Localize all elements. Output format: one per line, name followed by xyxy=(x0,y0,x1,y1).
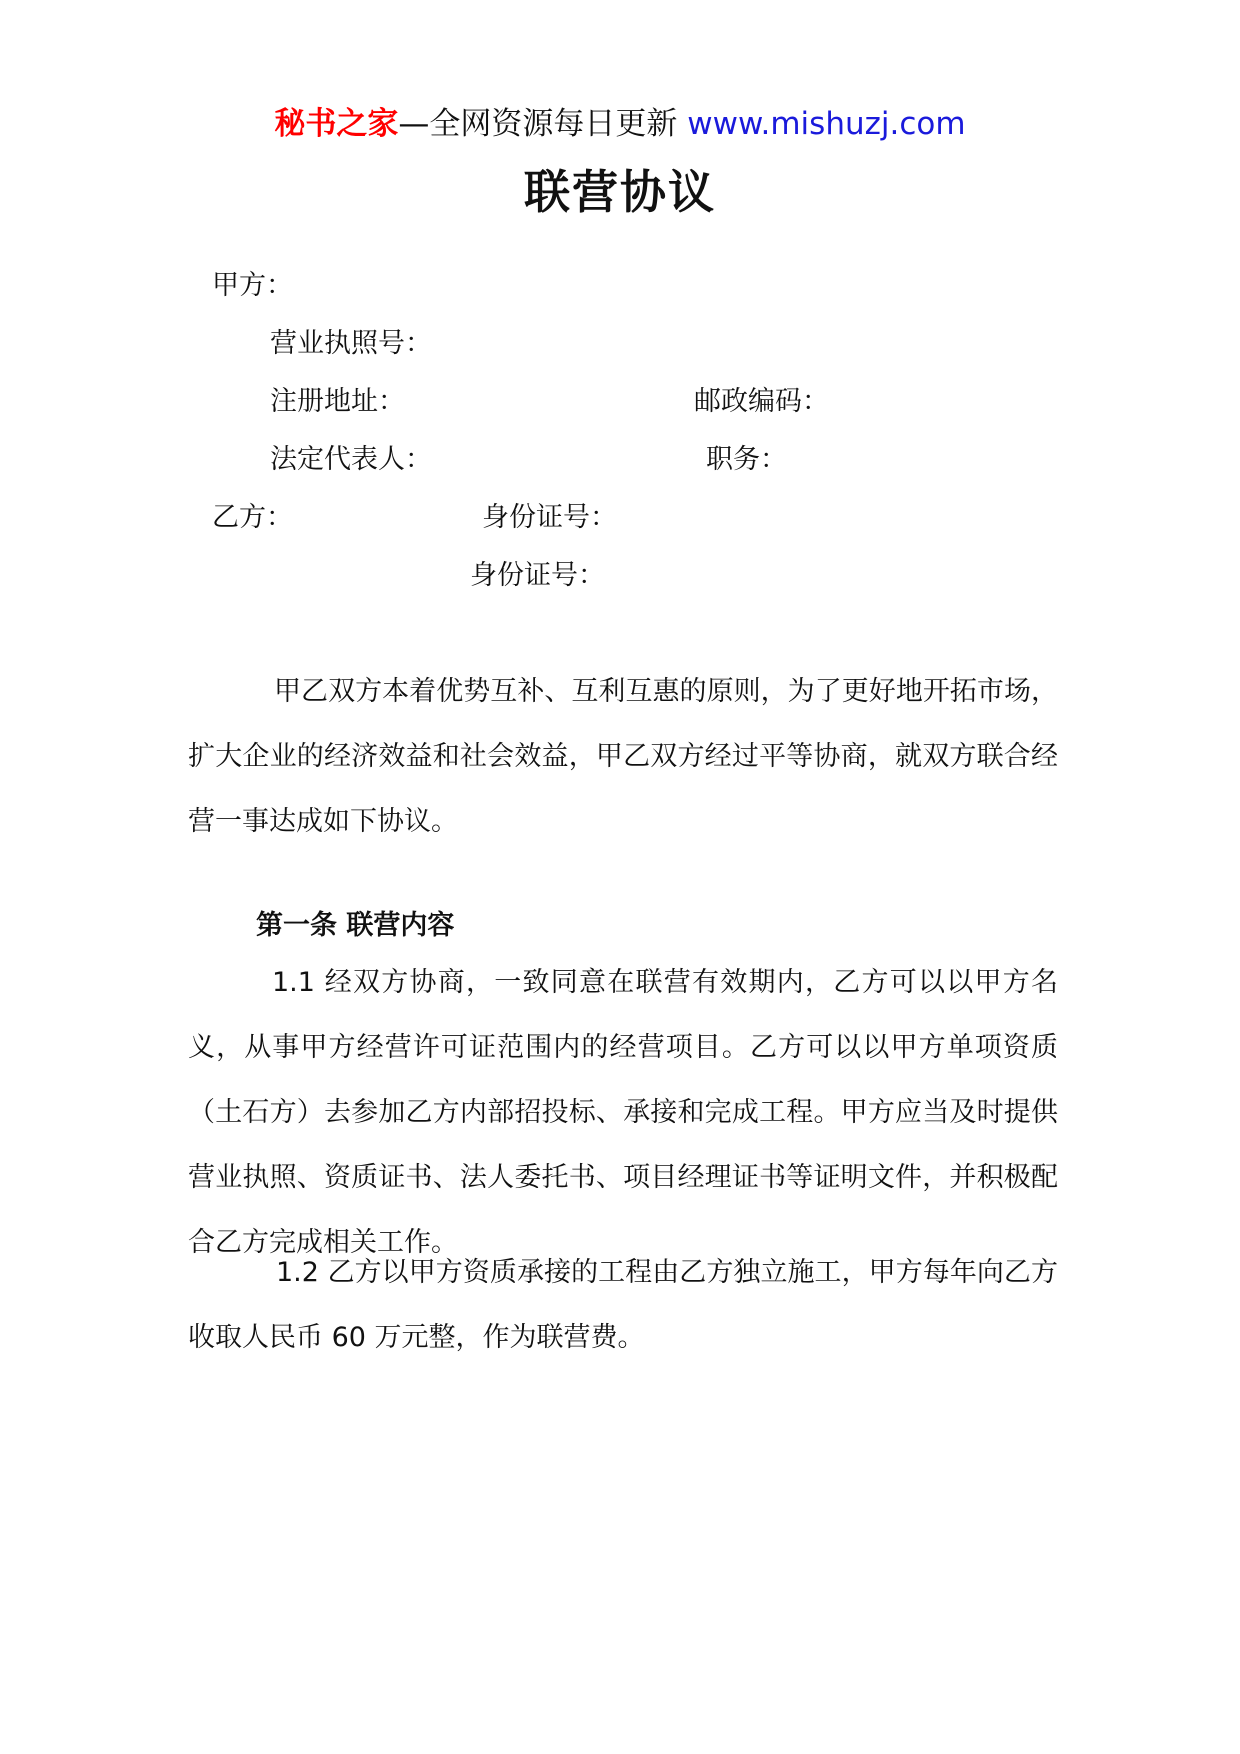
site-slogan: —全网资源每日更新 xyxy=(398,106,678,142)
clause-1-2: 1.2 乙方以甲方资质承接的工程由乙方独立施工，甲方每年向乙方收取人民币 60 万元整，作为联营费。 xyxy=(188,1257,1058,1353)
site-header xyxy=(0,102,1240,146)
site-name: 秘书之家 xyxy=(274,106,399,142)
id-number-label-2: 身份证号： xyxy=(470,560,605,591)
party-b-label: 乙方： xyxy=(212,502,293,533)
position-label: 职务： xyxy=(706,444,787,475)
clause-1-1: 1.1 经双方协商，一致同意在联营有效期内，乙方可以以甲方名义，从事甲方经营许可证范围内的经营项目。乙方可以以甲方单项资质（土石方）去参加乙方内部招投标、承接和完成工程。甲方应当及时提供营业执照、资质证书、法人委托书、项目经理证书等证明文件，并积极配合乙方完成相关工作。 xyxy=(188,967,1058,1258)
document-title: 联营协议 xyxy=(524,165,716,219)
party-a-label: 甲方： xyxy=(212,270,293,301)
postcode-label: 邮政编码： xyxy=(694,386,829,417)
article-1-heading: 第一条 联营内容 xyxy=(256,910,455,941)
legal-representative-label: 法定代表人： xyxy=(270,444,432,475)
id-number-label-1: 身份证号： xyxy=(482,502,617,533)
site-url-link[interactable]: www.mishuzj.com xyxy=(687,106,966,142)
registered-address-label: 注册地址： xyxy=(270,386,405,417)
preamble-paragraph: 甲乙双方本着优势互补、互利互惠的原则，为了更好地开拓市场，扩大企业的经济效益和社会效益，甲乙双方经过平等协商，就双方联合经营一事达成如下协议。 xyxy=(188,676,1058,837)
business-license-label: 营业执照号： xyxy=(270,328,432,359)
